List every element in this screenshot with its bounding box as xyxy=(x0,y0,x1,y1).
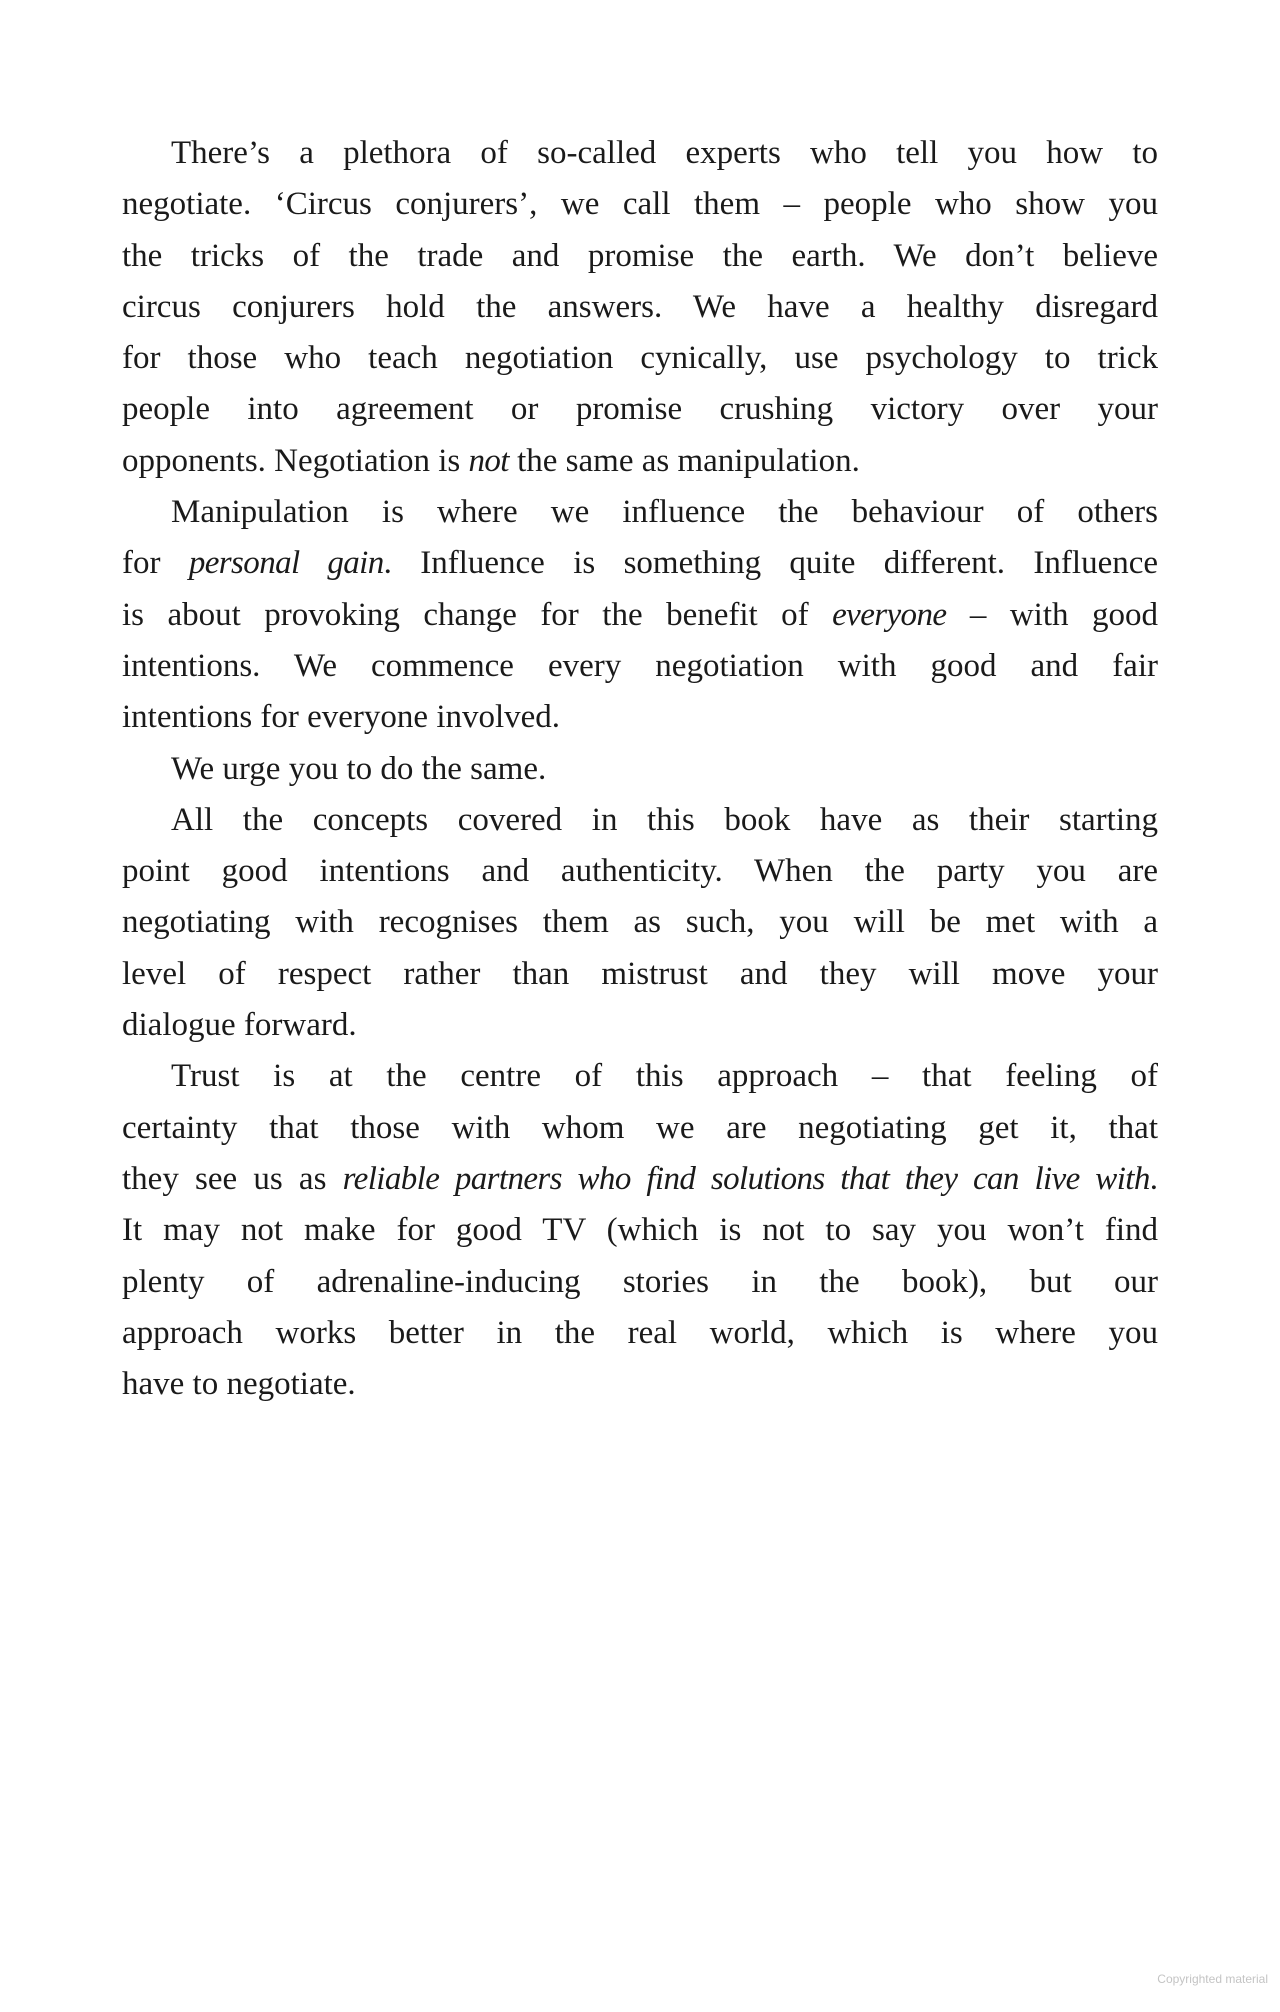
text-segment: intentions for everyone involved. xyxy=(122,699,561,736)
text-segment: negotiate. ‘Circus conjurers’, we call them – people who show you xyxy=(122,186,1158,223)
text-segment: Manipulation is where we influence the behaviour of others xyxy=(171,494,1158,531)
italic-text: personal gain xyxy=(188,545,384,582)
text-segment: circus conjurers hold the answers. We have a healthy disregard xyxy=(122,288,1158,325)
text-line xyxy=(122,1154,1158,1205)
text-segment: for xyxy=(122,545,189,582)
text-segment: . Influence is something quite different. Influence xyxy=(383,545,1159,582)
paragraph xyxy=(122,487,1158,743)
text-segment: approach works better in the real world, which is where you xyxy=(122,1314,1158,1351)
text-line xyxy=(122,538,1158,589)
text-line xyxy=(122,1257,1158,1308)
italic-text: reliable partners who find solutions that they can live with xyxy=(342,1160,1150,1197)
text-line xyxy=(122,487,1158,538)
text-segment: dialogue forward. xyxy=(122,1007,357,1044)
text-segment: – with good xyxy=(946,596,1158,633)
italic-text: not xyxy=(468,442,509,479)
text-line xyxy=(122,590,1158,641)
paragraph xyxy=(122,744,1158,795)
text-line xyxy=(122,333,1158,384)
text-segment: All the concepts covered in this book have as their starting xyxy=(171,801,1158,838)
text-segment: . xyxy=(1149,1160,1158,1197)
text-line xyxy=(122,282,1158,333)
text-line xyxy=(122,128,1158,179)
text-segment: We urge you to do the same. xyxy=(171,750,547,787)
text-segment: for those who teach negotiation cynically, use psychology to trick xyxy=(122,340,1158,377)
text-line xyxy=(122,179,1158,230)
paragraph xyxy=(122,1051,1158,1410)
paragraph xyxy=(122,795,1158,1051)
text-segment: Trust is at the centre of this approach – that feeling of xyxy=(171,1058,1158,1095)
text-segment: opponents. Negotiation is xyxy=(122,442,469,479)
text-segment: There’s a plethora of so-called experts who tell you how to xyxy=(171,135,1158,171)
text-segment: is about provoking change for the benefit of xyxy=(122,596,833,633)
text-segment: level of respect rather than mistrust and they will move your xyxy=(122,955,1158,992)
text-line xyxy=(122,1359,1158,1410)
text-line xyxy=(122,231,1158,282)
text-segment: plenty of adrenaline-inducing stories in the book), but our xyxy=(122,1263,1158,1300)
copyright-notice: Copyrighted material xyxy=(1157,1972,1268,1986)
text-line xyxy=(122,1051,1158,1102)
text-segment: point good intentions and authenticity. When the party you are xyxy=(122,853,1158,890)
paragraph xyxy=(122,128,1158,487)
text-segment: the same as manipulation. xyxy=(508,442,860,479)
text-segment: people into agreement or promise crushing victory over your xyxy=(122,391,1158,428)
text-line xyxy=(122,1000,1158,1051)
book-page-body xyxy=(122,128,1158,1410)
text-line xyxy=(122,641,1158,692)
text-segment: certainty that those with whom we are negotiating get it, that xyxy=(122,1109,1158,1146)
text-line xyxy=(122,949,1158,1000)
text-line xyxy=(122,436,1158,487)
text-line xyxy=(122,795,1158,846)
text-line xyxy=(122,692,1158,743)
text-segment: the tricks of the trade and promise the earth. We don’t believe xyxy=(122,237,1158,274)
text-line xyxy=(122,1308,1158,1359)
text-line xyxy=(122,744,1158,795)
text-segment: It may not make for good TV (which is not to say you won’t find xyxy=(122,1212,1158,1249)
text-segment: negotiating with recognises them as such, you will be met with a xyxy=(122,904,1158,941)
text-segment: have to negotiate. xyxy=(122,1366,356,1403)
text-line xyxy=(122,846,1158,897)
text-segment: they see us as xyxy=(122,1160,343,1197)
italic-text: everyone xyxy=(832,596,947,633)
text-line xyxy=(122,384,1158,435)
text-line xyxy=(122,1103,1158,1154)
text-line xyxy=(122,897,1158,948)
text-segment: intentions. We commence every negotiation with good and fair xyxy=(122,647,1158,684)
text-line xyxy=(122,1205,1158,1256)
